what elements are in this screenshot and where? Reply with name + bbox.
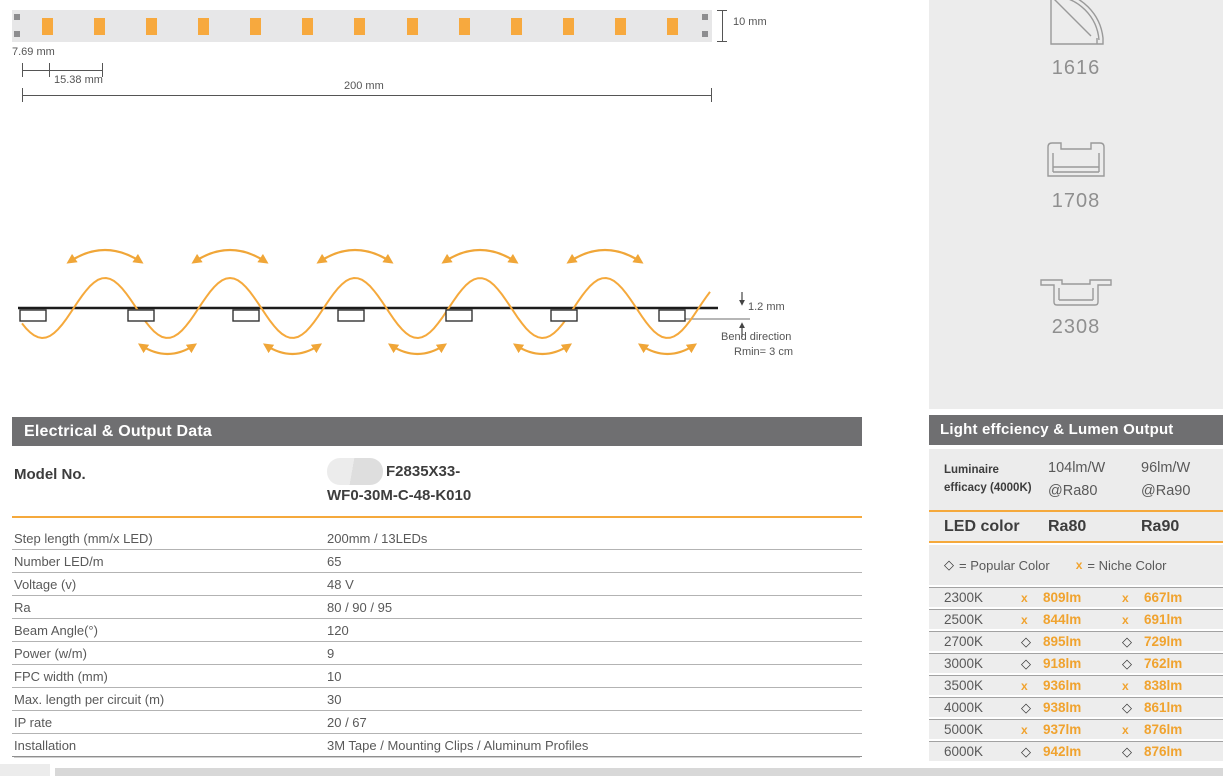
led-chip: [198, 18, 209, 35]
ra90-lumen-value: 838lm: [1144, 678, 1183, 693]
spec-row: [12, 619, 862, 642]
ra90-symbol-icon: x: [1122, 612, 1129, 627]
pitch-dim-line: [22, 70, 103, 71]
spec-label: Installation: [14, 737, 77, 753]
ra80-symbol-icon: x: [1021, 722, 1028, 737]
efficacy-ra80-value: [1048, 457, 1141, 502]
spec-label: Step length (mm/x LED): [14, 530, 153, 546]
cct-label: 5000K: [944, 722, 984, 737]
spec-value: 10: [327, 668, 342, 684]
col-led-color: LED color: [944, 517, 1020, 535]
pitch2-label: 15.38 mm: [54, 74, 103, 86]
lumen-row: [929, 719, 1223, 739]
spec-value: 3M Tape / Mounting Clips / Aluminum Profiles: [327, 737, 589, 753]
spec-row: [12, 550, 862, 573]
solder-pad: [14, 14, 20, 20]
lumen-row: [929, 587, 1223, 607]
ra90-lumen-value: 729lm: [1144, 634, 1183, 649]
profile-1616-label: 1616: [1051, 57, 1101, 79]
col-ra80: Ra80: [1048, 517, 1087, 535]
spec-row: [12, 596, 862, 619]
ra80-symbol-icon: ◇: [1021, 743, 1031, 759]
led-chip: [250, 18, 261, 35]
efficacy-ra80-line2: @Ra80: [1048, 482, 1098, 499]
ra90-lumen-value: 667lm: [1144, 590, 1183, 605]
efficacy-label-line1: Luminaire: [944, 463, 999, 476]
spec-value: 80 / 90 / 95: [327, 599, 393, 615]
orange-divider: [12, 516, 862, 518]
efficacy-row: [929, 449, 1223, 512]
lumen-row: [929, 653, 1223, 673]
col-ra90: Ra90: [1141, 517, 1180, 535]
spec-row: [12, 642, 862, 665]
led-chip: [563, 18, 574, 35]
electrical-spec-table: [12, 527, 862, 757]
ra90-symbol-icon: x: [1122, 722, 1129, 737]
electrical-section-header: Electrical & Output Data: [12, 417, 862, 446]
ra80-symbol-icon: x: [1021, 590, 1028, 605]
efficacy-label: [944, 462, 1048, 498]
ra90-lumen-value: 861lm: [1144, 700, 1183, 715]
ra80-symbol-icon: ◇: [1021, 699, 1031, 715]
spec-row: [12, 734, 862, 757]
ra80-lumen-value: 936lm: [1043, 678, 1082, 693]
lumen-row: [929, 609, 1223, 629]
ra90-symbol-icon: ◇: [1122, 743, 1132, 759]
ra90-symbol-icon: x: [1122, 590, 1129, 605]
cct-label: 3500K: [944, 678, 984, 693]
niche-x-icon: x: [1075, 558, 1083, 572]
spec-row: [12, 665, 862, 688]
spec-value: 200mm / 13LEDs: [327, 530, 428, 546]
profile-2308-label: 2308: [1051, 316, 1101, 338]
spec-row: [12, 688, 862, 711]
led-chip: [459, 18, 470, 35]
ra80-lumen-value: 942lm: [1043, 744, 1082, 759]
spec-value: 9: [327, 645, 335, 661]
profile-1616-icon: [1044, 0, 1108, 51]
aluminum-profiles-panel: [929, 0, 1223, 409]
cct-label: 4000K: [944, 700, 984, 715]
pitch-label: 7.69 mm: [12, 46, 55, 58]
led-chip: [354, 18, 365, 35]
model-no-label: Model No.: [14, 466, 86, 483]
ra90-lumen-value: 762lm: [1144, 656, 1183, 671]
ra80-lumen-value: 938lm: [1043, 700, 1082, 715]
ra80-lumen-value: 809lm: [1043, 590, 1082, 605]
ra90-lumen-value: 876lm: [1144, 744, 1183, 759]
legend-niche: [1076, 558, 1167, 573]
ra80-lumen-value: 937lm: [1043, 722, 1082, 737]
ra90-lumen-value: 876lm: [1144, 722, 1183, 737]
dim-tick: [711, 88, 712, 102]
efficacy-ra80-line1: 104lm/W: [1048, 460, 1106, 477]
ra90-symbol-icon: ◇: [1122, 633, 1132, 649]
dim-tick: [22, 88, 23, 102]
cct-label: 6000K: [944, 744, 984, 759]
ra90-symbol-icon: ◇: [1122, 699, 1132, 715]
legend-popular-text: = Popular Color: [959, 557, 1050, 573]
spec-value: 120: [327, 622, 349, 638]
profile-2308-icon: [1039, 276, 1113, 308]
solder-pad: [702, 31, 708, 37]
model-no-value: [327, 458, 471, 507]
legend-niche-text: = Niche Color: [1087, 557, 1167, 573]
spec-label: Ra: [14, 599, 31, 615]
ra80-lumen-value: 844lm: [1043, 612, 1082, 627]
profile-1708-label: 1708: [1051, 190, 1101, 212]
ra80-symbol-icon: x: [1021, 678, 1028, 693]
length-label: 200 mm: [344, 80, 384, 92]
led-chip: [667, 18, 678, 35]
solder-pad: [14, 31, 20, 37]
footer-bar: [55, 768, 1223, 776]
lumen-row: [929, 697, 1223, 717]
bend-direction-label: Bend direction: [721, 331, 792, 343]
led-chip: [407, 18, 418, 35]
spec-row: [12, 711, 862, 734]
width-bracket: [722, 10, 723, 42]
ra90-symbol-icon: ◇: [1122, 655, 1132, 671]
cct-label: 3000K: [944, 656, 984, 671]
bend-radius-label: Rmin= 3 cm: [734, 346, 793, 358]
spec-label: Power (w/m): [14, 645, 87, 661]
spec-label: Number LED/m: [14, 553, 104, 569]
color-legend: [929, 545, 1223, 585]
spec-label: IP rate: [14, 714, 53, 730]
spec-label: Max. length per circuit (m): [14, 691, 165, 707]
dim-tick: [22, 63, 23, 77]
bend-thickness-label: 1.2 mm: [748, 301, 785, 313]
spec-value: 48 V: [327, 576, 354, 592]
model-line2-text: WF0-30M-C-48-K010: [327, 487, 472, 504]
spec-value: 30: [327, 691, 342, 707]
strip-width-label: 10 mm: [733, 16, 767, 28]
spec-row: [12, 573, 862, 596]
lumen-column-headers: [929, 512, 1223, 543]
led-chip: [146, 18, 157, 35]
width-bracket-cap: [717, 10, 727, 11]
ra80-symbol-icon: ◇: [1021, 633, 1031, 649]
footer-left-block: [0, 764, 50, 776]
led-chip: [94, 18, 105, 35]
ra90-lumen-value: 691lm: [1144, 612, 1183, 627]
lumen-section-header: Light effciency & Lumen Output: [929, 415, 1223, 445]
dim-tick: [49, 63, 50, 77]
lumen-row: [929, 631, 1223, 651]
model-line1-text: F2835X33-: [386, 462, 461, 480]
ra80-symbol-icon: x: [1021, 612, 1028, 627]
efficacy-ra90-value: [1141, 457, 1223, 502]
spec-label: Beam Angle(°): [14, 622, 98, 638]
cct-label: 2500K: [944, 612, 984, 627]
ra90-symbol-icon: x: [1122, 678, 1129, 693]
led-chip: [302, 18, 313, 35]
redacted-brand-blob: [327, 458, 383, 485]
solder-pad: [702, 14, 708, 20]
spec-label: Voltage (v): [14, 576, 77, 592]
spec-row: [12, 527, 862, 550]
lumen-row: [929, 675, 1223, 695]
lumen-data-rows: [929, 585, 1223, 761]
ra80-lumen-value: 918lm: [1043, 656, 1082, 671]
profile-1708-icon: [1045, 141, 1107, 179]
efficacy-ra90-line2: @Ra90: [1141, 482, 1191, 499]
spec-label: FPC width (mm): [14, 668, 108, 684]
spec-value: 65: [327, 553, 342, 569]
length-dim-line: [22, 95, 712, 96]
width-bracket-cap: [717, 41, 727, 42]
lumen-row: [929, 741, 1223, 761]
led-chip: [615, 18, 626, 35]
efficacy-label-line2: efficacy (4000K): [944, 481, 1032, 494]
led-chip: [42, 18, 53, 35]
legend-popular: [944, 557, 1050, 573]
ra80-symbol-icon: ◇: [1021, 655, 1031, 671]
ra80-lumen-value: 895lm: [1043, 634, 1082, 649]
led-strip-diagram: [12, 10, 712, 42]
led-chip: [511, 18, 522, 35]
spec-value: 20 / 67: [327, 714, 367, 730]
cct-label: 2300K: [944, 590, 984, 605]
efficacy-ra90-line1: 96lm/W: [1141, 460, 1191, 477]
cct-label: 2700K: [944, 634, 984, 649]
bend-direction-diagram: [8, 238, 818, 368]
popular-diamond-icon: ◇: [944, 557, 954, 572]
